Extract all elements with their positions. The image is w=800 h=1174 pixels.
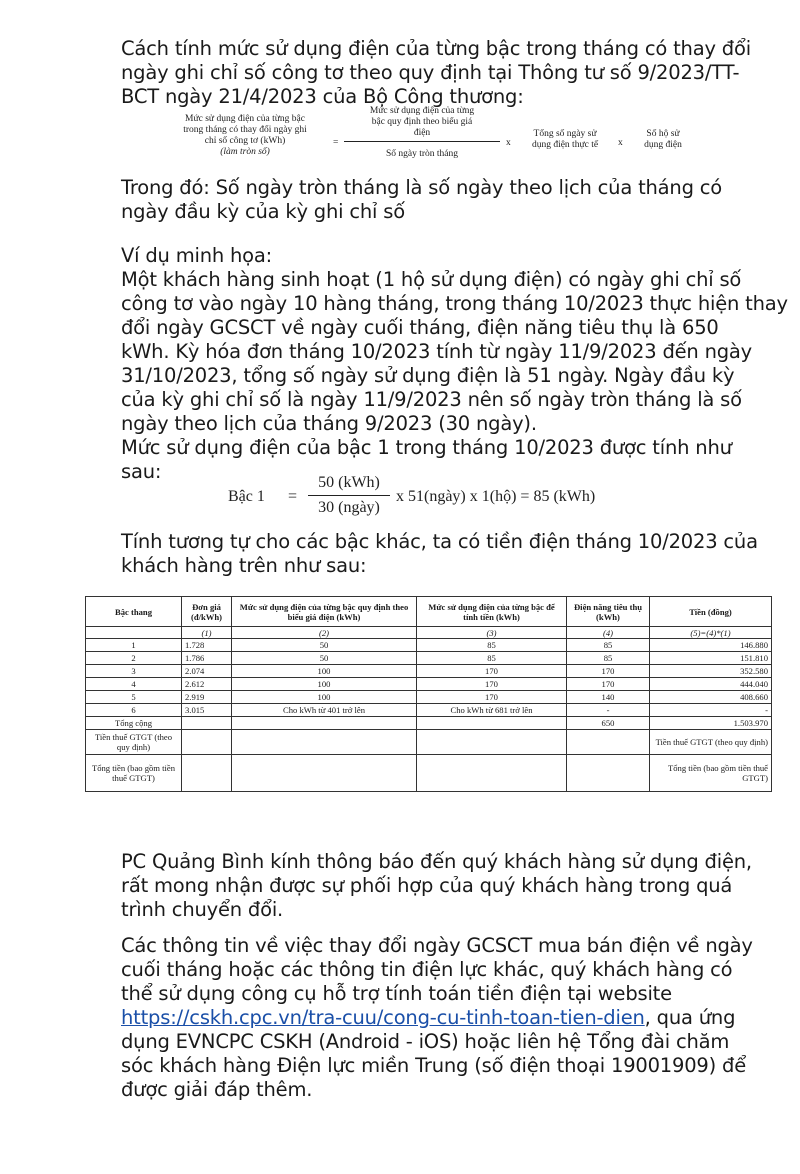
numerator-line: bậc quy định theo biểu giá (371, 117, 473, 127)
example-heading: Ví dụ minh họa: (121, 244, 273, 267)
equals-sign: = (333, 138, 339, 148)
header-cell: Bậc thang (86, 597, 182, 627)
households-term: Số hộ sử dụng điện (644, 129, 682, 150)
table-header-row (86, 597, 772, 627)
table-row: 4 2.612 100 170 170 444.040 (86, 678, 772, 691)
header-cell: Điện năng tiêu thụ (kWh) (567, 597, 650, 627)
total-days-term: Tổng số ngày sử dụng điện thực tế (531, 129, 599, 150)
rounding-note: (làm tròn số) (220, 147, 270, 157)
formula-lhs: Mức sử dụng điện của từng bậc trong tháng có thay đổi ngày ghi chỉ số công tơ (kWh) (làm tròn số) (160, 114, 330, 158)
fraction-bar (308, 495, 390, 496)
notice-paragraph: PC Quảng Bình kính thông báo đến quý khách hàng sử dụng điện, rất mong nhận được sự phối hợp của quý khách hàng trong quá trình chuyển đổi. (121, 850, 752, 921)
formula-result: x 51(ngày) x 1(hộ) = 85 (kWh) (396, 488, 596, 505)
header-cell: Tiền (đồng) (650, 597, 772, 627)
table-total-row: Tổng cộng 650 1.503.970 (86, 717, 772, 730)
table-index-row: (1) (2) (3) (4) (5)=(4)*(1) (86, 627, 772, 639)
times-sign: x (506, 138, 511, 148)
table-row: 2 1.786 50 85 85 151.810 (86, 652, 772, 665)
header-cell: Đơn giá (đ/kWh) (182, 597, 232, 627)
intro-paragraph (121, 37, 761, 109)
numerator-line: Mức sử dụng điện của từng (369, 106, 475, 116)
formula-tier1-example (228, 470, 668, 530)
header-cell: Mức sử dụng điện của từng bậc quy định theo biểu giá điện (kWh) (232, 597, 417, 627)
similar-paragraph: Tính tương tự cho các bậc khác, ta có tiền điện tháng 10/2023 của khách hàng trên như sau: (121, 530, 758, 577)
tier-label: Bậc 1 (228, 488, 265, 505)
times-sign: x (618, 138, 623, 148)
table-row: 5 2.919 100 170 140 408.660 (86, 691, 772, 704)
table-grand-total-row: Tổng tiền (bao gồm tiền thuế GTGT) Tổng tiền (bao gồm tiền thuế GTGT) (86, 755, 772, 792)
formula-fraction (344, 106, 500, 160)
denominator: 30 (ngày) (318, 499, 380, 516)
intro-line: ngày ghi chỉ số công tơ theo quy định tại Thông tư số 9/2023/TT- (121, 61, 740, 84)
definition-paragraph: Trong đó: Số ngày tròn tháng là số ngày theo lịch của tháng có ngày đầu kỳ của kỳ ghi chỉ số (121, 176, 723, 223)
table-row: 1 1.728 50 85 85 146.880 (86, 639, 772, 652)
fraction-bar (344, 141, 500, 142)
electricity-bill-table (85, 596, 772, 792)
equals-sign: = (288, 488, 298, 505)
contact-paragraph: Các thông tin về việc thay đổi ngày GCSCT mua bán điện về ngày cuối tháng hoặc các thông tin điện lực khác, quý khách hàng có thể sử dụng công cụ hỗ trợ tính toán tiền điện tại website https://cskh.cpc.vn/tra-cuu/cong-cu-tinh-toan-tien-dien, qua ứng dụng EVNCPC CSKH (Android - iOS) hoặc liên hệ Tổng đài chăm sóc khách hàng Điện lực miền Trung (số điện thoại 19001909) để được giải đáp thêm. (121, 934, 753, 1101)
denominator: Số ngày tròn tháng (385, 149, 459, 159)
numerator: 50 (kWh) (318, 474, 380, 491)
example-section: Ví dụ minh họa: Một khách hàng sinh hoạt (1 hộ sử dụng điện) có ngày ghi chỉ số công tơ vào ngày 10 hàng tháng, trong tháng 10/2023 thực hiện thay đổi ngày GCSCT về ngày cuối tháng, điện năng tiêu thụ là 650 kWh. Kỳ hóa đơn tháng 10/2023 tính từ ngày 11/9/2023 đến ngày 31/10/2023, tổng số ngày sử dụng điện là 51 ngày. Ngày đầu kỳ của kỳ ghi chỉ số là ngày 11/9/2023 nên số ngày tròn tháng là số ngày theo lịch của tháng 9/2023 (30 ngày). Mức sử dụng điện của bậc 1 trong tháng 10/2023 được tính như sau: (121, 244, 788, 483)
formula-fraction (308, 474, 390, 517)
table-vat-row: Tiền thuế GTGT (theo quy định) Tiền thuế GTGT (theo quy định) (86, 730, 772, 755)
numerator-line: điện (413, 128, 431, 138)
header-cell: Mức sử dụng điện của từng bậc để tính tiền (kWh) (417, 597, 567, 627)
formula-usage-per-tier (160, 104, 700, 174)
table-row: 6 3.015 Cho kWh từ 401 trở lên Cho kWh từ 681 trở lên - - (86, 704, 772, 717)
intro-line: Cách tính mức sử dụng điện của từng bậc trong tháng có thay đổi (121, 37, 751, 60)
table-row: 3 2.074 100 170 170 352.580 (86, 665, 772, 678)
intro-line: BCT ngày 21/4/2023 của Bộ Công thương: (121, 85, 524, 108)
calculator-link[interactable]: https://cskh.cpc.vn/tra-cuu/cong-cu-tinh-toan-tien-dien (121, 1006, 645, 1029)
